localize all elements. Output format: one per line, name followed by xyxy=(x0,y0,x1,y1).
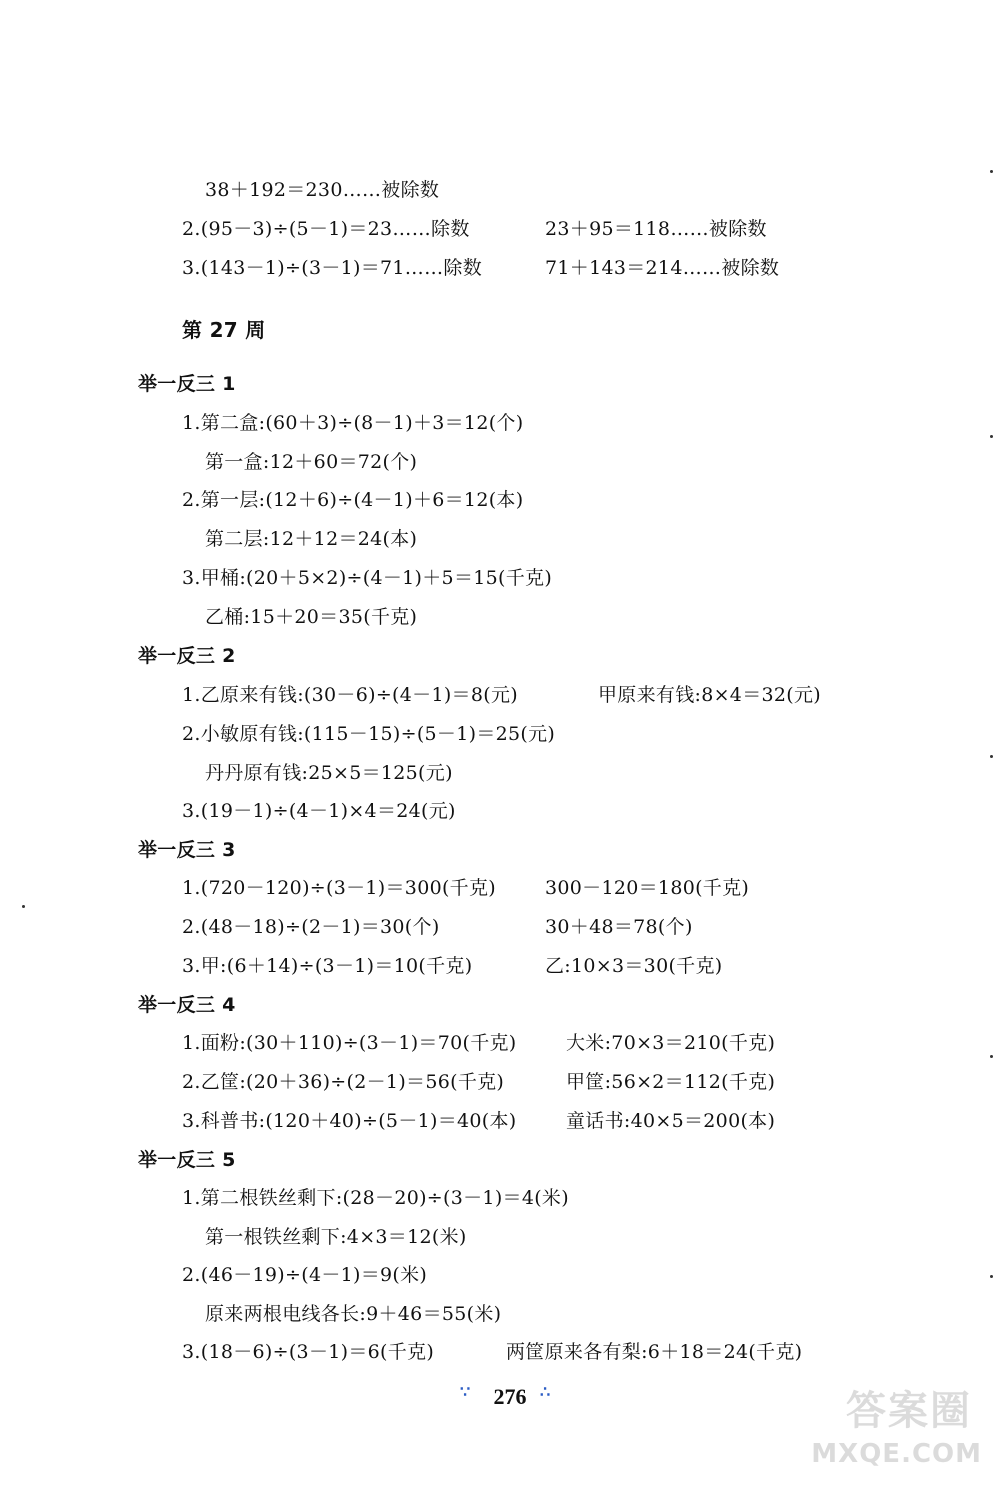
answer-line: 2.(95－3)÷(5－1)＝23……除数 xyxy=(182,218,470,240)
decorative-dots-right: ∴ xyxy=(540,1382,551,1401)
answer-line: 乙桶:15＋20＝35(千克) xyxy=(205,606,418,628)
watermark xyxy=(811,1379,982,1469)
answer-line: 2.第一层:(12＋6)÷(4－1)＋6＝12(本) xyxy=(182,489,524,511)
answer-line: 30＋48＝78(个) xyxy=(545,916,693,938)
section-heading: 举一反三 2 xyxy=(138,645,236,667)
answer-line: 2.(48－18)÷(2－1)＝30(个) xyxy=(182,916,440,938)
answer-line: 第一根铁丝剩下:4×3＝12(米) xyxy=(205,1226,467,1248)
answer-line: 甲原来有钱:8×4＝32(元) xyxy=(598,684,822,706)
answer-line: 3.(19－1)÷(4－1)×4＝24(元) xyxy=(182,800,456,822)
answer-line: 1.(720－120)÷(3－1)＝300(千克) xyxy=(182,877,496,899)
scan-speck xyxy=(990,1275,993,1278)
answer-line: 1.面粉:(30＋110)÷(3－1)＝70(千克) xyxy=(182,1032,517,1054)
decorative-dots-left: ∵ xyxy=(460,1382,471,1401)
answer-line: 2.小敏原有钱:(115－15)÷(5－1)＝25(元) xyxy=(182,723,556,745)
scan-speck xyxy=(990,755,993,758)
watermark-logo: 答案圈 xyxy=(846,1388,972,1434)
scan-speck xyxy=(22,905,25,908)
answer-line: 2.乙筐:(20＋36)÷(2－1)＝56(千克) xyxy=(182,1071,505,1093)
section-heading: 举一反三 4 xyxy=(138,994,236,1016)
answer-line: 3.甲桶:(20＋5×2)÷(4－1)＋5＝15(千克) xyxy=(182,567,553,589)
answer-line: 大米:70×3＝210(千克) xyxy=(566,1032,776,1054)
answer-line: 38＋192＝230……被除数 xyxy=(205,179,440,201)
week-title: 第 27 周 xyxy=(182,318,266,342)
answer-line: 甲筐:56×2＝112(千克) xyxy=(566,1071,776,1093)
scan-speck xyxy=(990,435,993,438)
answer-line: 第二层:12＋12＝24(本) xyxy=(205,528,418,550)
answer-line: 原来两根电线各长:9＋46＝55(米) xyxy=(205,1303,502,1325)
answer-line: 乙:10×3＝30(千克) xyxy=(545,955,723,977)
answer-line: 1.第二根铁丝剩下:(28－20)÷(3－1)＝4(米) xyxy=(182,1187,569,1209)
answer-line: 两筐原来各有梨:6＋18＝24(千克) xyxy=(506,1341,803,1363)
answer-line: 3.(143－1)÷(3－1)＝71……除数 xyxy=(182,257,483,279)
answer-line: 2.(46－19)÷(4－1)＝9(米) xyxy=(182,1264,428,1286)
page-number: 276 xyxy=(493,1384,527,1409)
answer-line: 1.乙原来有钱:(30－6)÷(4－1)＝8(元) xyxy=(182,684,518,706)
section-heading: 举一反三 1 xyxy=(138,373,236,395)
answer-line: 3.(18－6)÷(3－1)＝6(千克) xyxy=(182,1341,435,1363)
answer-line: 丹丹原有钱:25×5＝125(元) xyxy=(205,762,453,784)
answer-line: 3.甲:(6＋14)÷(3－1)＝10(千克) xyxy=(182,955,473,977)
answer-line: 3.科普书:(120＋40)÷(5－1)＝40(本) xyxy=(182,1110,517,1132)
watermark-url: MXQE.COM xyxy=(811,1439,982,1469)
answer-line: 童话书:40×5＝200(本) xyxy=(566,1110,776,1132)
answer-line: 71＋143＝214……被除数 xyxy=(545,257,780,279)
answer-line: 300－120＝180(千克) xyxy=(545,877,750,899)
scan-speck xyxy=(990,170,993,173)
answer-line: 1.第二盒:(60＋3)÷(8－1)＋3＝12(个) xyxy=(182,412,524,434)
answer-line: 第一盒:12＋60＝72(个) xyxy=(205,451,418,473)
scan-speck xyxy=(990,1055,993,1058)
section-heading: 举一反三 5 xyxy=(138,1149,236,1171)
section-heading: 举一反三 3 xyxy=(138,839,236,861)
answer-line: 23＋95＝118……被除数 xyxy=(545,218,767,240)
